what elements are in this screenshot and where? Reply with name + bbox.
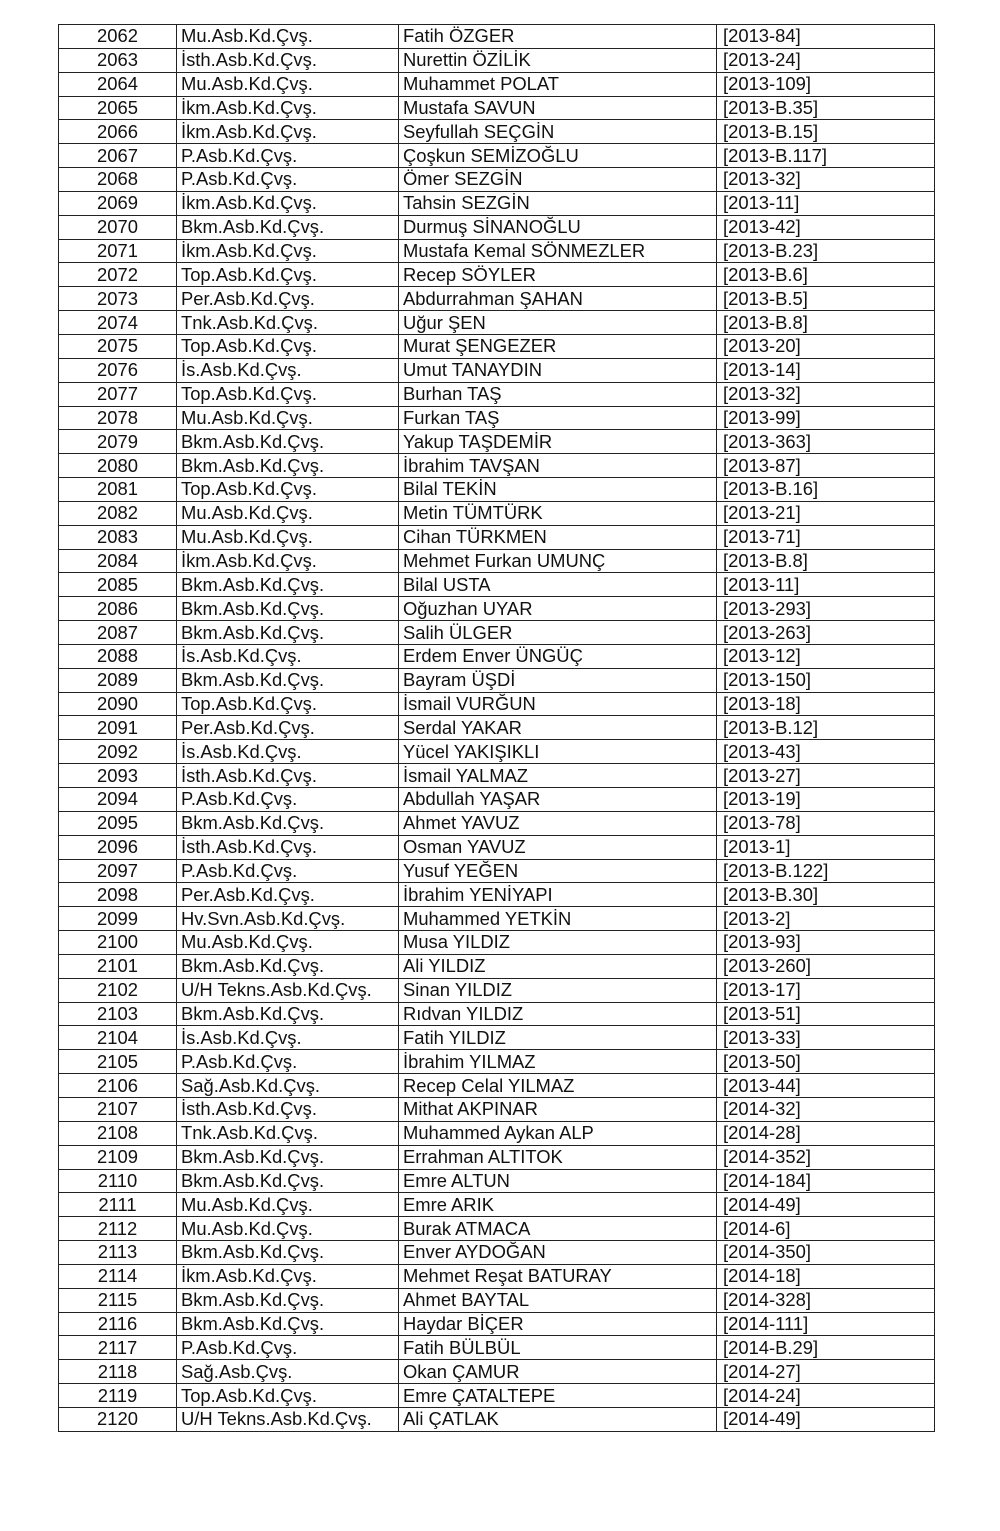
rank-cell: İkm.Asb.Kd.Çvş. xyxy=(177,96,399,120)
full-name-cell: Salih ÜLGER xyxy=(399,621,717,645)
reference-code-cell: [2013-20] xyxy=(717,334,935,358)
reference-code-cell: [2014-111] xyxy=(717,1312,935,1336)
reference-code-cell: [2013-11] xyxy=(717,191,935,215)
table-row xyxy=(59,621,935,645)
row-number-cell: 2077 xyxy=(59,382,177,406)
row-number-cell: 2067 xyxy=(59,144,177,168)
rank-cell: Top.Asb.Kd.Çvş. xyxy=(177,1384,399,1408)
full-name-cell: Erdem Enver ÜNGÜÇ xyxy=(399,644,717,668)
row-number-cell: 2095 xyxy=(59,811,177,835)
rank-cell: Tnk.Asb.Kd.Çvş. xyxy=(177,311,399,335)
table-row xyxy=(59,835,935,859)
row-number-cell: 2109 xyxy=(59,1145,177,1169)
table-row xyxy=(59,525,935,549)
full-name-cell: Fatih ÖZGER xyxy=(399,25,717,49)
full-name-cell: Bilal TEKİN xyxy=(399,478,717,502)
table-row xyxy=(59,406,935,430)
rank-cell: Per.Asb.Kd.Çvş. xyxy=(177,883,399,907)
reference-code-cell: [2013-B.23] xyxy=(717,239,935,263)
row-number-cell: 2101 xyxy=(59,954,177,978)
table-row xyxy=(59,978,935,1002)
full-name-cell: Ömer SEZGİN xyxy=(399,168,717,192)
table-row xyxy=(59,549,935,573)
row-number-cell: 2108 xyxy=(59,1121,177,1145)
table-row xyxy=(59,239,935,263)
row-number-cell: 2064 xyxy=(59,72,177,96)
reference-code-cell: [2013-99] xyxy=(717,406,935,430)
row-number-cell: 2091 xyxy=(59,716,177,740)
table-row xyxy=(59,144,935,168)
full-name-cell: Recep SÖYLER xyxy=(399,263,717,287)
full-name-cell: Abdullah YAŞAR xyxy=(399,788,717,812)
rank-cell: İs.Asb.Kd.Çvş. xyxy=(177,644,399,668)
rank-cell: Bkm.Asb.Kd.Çvş. xyxy=(177,1145,399,1169)
row-number-cell: 2087 xyxy=(59,621,177,645)
table-row xyxy=(59,25,935,49)
full-name-cell: Uğur ŞEN xyxy=(399,311,717,335)
full-name-cell: Yücel YAKIŞIKLI xyxy=(399,740,717,764)
reference-code-cell: [2013-B.8] xyxy=(717,549,935,573)
table-row xyxy=(59,120,935,144)
full-name-cell: Emre ÇATALTEPE xyxy=(399,1384,717,1408)
rank-cell: Per.Asb.Kd.Çvş. xyxy=(177,287,399,311)
row-number-cell: 2062 xyxy=(59,25,177,49)
full-name-cell: Osman YAVUZ xyxy=(399,835,717,859)
full-name-cell: İsmail YALMAZ xyxy=(399,764,717,788)
rank-cell: İkm.Asb.Kd.Çvş. xyxy=(177,239,399,263)
table-row xyxy=(59,1193,935,1217)
table-row xyxy=(59,931,935,955)
reference-code-cell: [2013-1] xyxy=(717,835,935,859)
reference-code-cell: [2013-21] xyxy=(717,501,935,525)
reference-code-cell: [2014-184] xyxy=(717,1169,935,1193)
row-number-cell: 2080 xyxy=(59,454,177,478)
full-name-cell: Musa YILDIZ xyxy=(399,931,717,955)
table-row xyxy=(59,287,935,311)
reference-code-cell: [2013-43] xyxy=(717,740,935,764)
full-name-cell: Errahman ALTITOK xyxy=(399,1145,717,1169)
row-number-cell: 2076 xyxy=(59,358,177,382)
rank-cell: Bkm.Asb.Kd.Çvş. xyxy=(177,668,399,692)
row-number-cell: 2069 xyxy=(59,191,177,215)
row-number-cell: 2066 xyxy=(59,120,177,144)
table-row xyxy=(59,954,935,978)
table-row xyxy=(59,501,935,525)
full-name-cell: Umut TANAYDIN xyxy=(399,358,717,382)
rank-cell: İsth.Asb.Kd.Çvş. xyxy=(177,1097,399,1121)
full-name-cell: Ali ÇATLAK xyxy=(399,1407,717,1431)
reference-code-cell: [2013-27] xyxy=(717,764,935,788)
rank-cell: P.Asb.Kd.Çvş. xyxy=(177,168,399,192)
reference-code-cell: [2013-260] xyxy=(717,954,935,978)
rank-cell: İs.Asb.Kd.Çvş. xyxy=(177,1026,399,1050)
full-name-cell: Tahsin SEZGİN xyxy=(399,191,717,215)
table-row xyxy=(59,883,935,907)
reference-code-cell: [2013-B.117] xyxy=(717,144,935,168)
table-row xyxy=(59,597,935,621)
table-row xyxy=(59,48,935,72)
row-number-cell: 2072 xyxy=(59,263,177,287)
full-name-cell: Cihan TÜRKMEN xyxy=(399,525,717,549)
row-number-cell: 2105 xyxy=(59,1050,177,1074)
personnel-table xyxy=(58,24,935,1432)
rank-cell: Top.Asb.Kd.Çvş. xyxy=(177,692,399,716)
full-name-cell: Murat ŞENGEZER xyxy=(399,334,717,358)
table-row xyxy=(59,668,935,692)
reference-code-cell: [2014-18] xyxy=(717,1264,935,1288)
reference-code-cell: [2013-19] xyxy=(717,788,935,812)
table-row xyxy=(59,788,935,812)
reference-code-cell: [2013-11] xyxy=(717,573,935,597)
rank-cell: Top.Asb.Kd.Çvş. xyxy=(177,478,399,502)
reference-code-cell: [2013-150] xyxy=(717,668,935,692)
row-number-cell: 2096 xyxy=(59,835,177,859)
table-row xyxy=(59,72,935,96)
row-number-cell: 2104 xyxy=(59,1026,177,1050)
full-name-cell: Mustafa SAVUN xyxy=(399,96,717,120)
full-name-cell: Mehmet Furkan UMUNÇ xyxy=(399,549,717,573)
full-name-cell: Mustafa Kemal SÖNMEZLER xyxy=(399,239,717,263)
reference-code-cell: [2013-18] xyxy=(717,692,935,716)
rank-cell: İkm.Asb.Kd.Çvş. xyxy=(177,120,399,144)
reference-code-cell: [2014-49] xyxy=(717,1193,935,1217)
row-number-cell: 2114 xyxy=(59,1264,177,1288)
rank-cell: Sağ.Asb.Kd.Çvş. xyxy=(177,1074,399,1098)
table-row xyxy=(59,1264,935,1288)
row-number-cell: 2116 xyxy=(59,1312,177,1336)
table-row xyxy=(59,1407,935,1431)
rank-cell: Bkm.Asb.Kd.Çvş. xyxy=(177,215,399,239)
rank-cell: Bkm.Asb.Kd.Çvş. xyxy=(177,621,399,645)
row-number-cell: 2070 xyxy=(59,215,177,239)
full-name-cell: Durmuş SİNANOĞLU xyxy=(399,215,717,239)
table-row xyxy=(59,334,935,358)
row-number-cell: 2118 xyxy=(59,1360,177,1384)
reference-code-cell: [2014-24] xyxy=(717,1384,935,1408)
table-row xyxy=(59,215,935,239)
full-name-cell: Seyfullah SEÇGİN xyxy=(399,120,717,144)
table-row xyxy=(59,1097,935,1121)
rank-cell: Per.Asb.Kd.Çvş. xyxy=(177,716,399,740)
row-number-cell: 2092 xyxy=(59,740,177,764)
row-number-cell: 2085 xyxy=(59,573,177,597)
table-row xyxy=(59,1360,935,1384)
table-row xyxy=(59,358,935,382)
reference-code-cell: [2013-263] xyxy=(717,621,935,645)
row-number-cell: 2110 xyxy=(59,1169,177,1193)
table-row xyxy=(59,430,935,454)
reference-code-cell: [2013-33] xyxy=(717,1026,935,1050)
rank-cell: İs.Asb.Kd.Çvş. xyxy=(177,358,399,382)
row-number-cell: 2103 xyxy=(59,1002,177,1026)
reference-code-cell: [2013-93] xyxy=(717,931,935,955)
row-number-cell: 2113 xyxy=(59,1241,177,1265)
row-number-cell: 2111 xyxy=(59,1193,177,1217)
rank-cell: Mu.Asb.Kd.Çvş. xyxy=(177,525,399,549)
rank-cell: Bkm.Asb.Kd.Çvş. xyxy=(177,454,399,478)
row-number-cell: 2083 xyxy=(59,525,177,549)
row-number-cell: 2065 xyxy=(59,96,177,120)
full-name-cell: Çoşkun SEMİZOĞLU xyxy=(399,144,717,168)
reference-code-cell: [2014-352] xyxy=(717,1145,935,1169)
rank-cell: U/H Tekns.Asb.Kd.Çvş. xyxy=(177,1407,399,1431)
reference-code-cell: [2013-109] xyxy=(717,72,935,96)
rank-cell: İs.Asb.Kd.Çvş. xyxy=(177,740,399,764)
rank-cell: U/H Tekns.Asb.Kd.Çvş. xyxy=(177,978,399,1002)
row-number-cell: 2079 xyxy=(59,430,177,454)
reference-code-cell: [2013-B.15] xyxy=(717,120,935,144)
full-name-cell: Ahmet BAYTAL xyxy=(399,1288,717,1312)
rank-cell: Bkm.Asb.Kd.Çvş. xyxy=(177,811,399,835)
rank-cell: Mu.Asb.Kd.Çvş. xyxy=(177,501,399,525)
row-number-cell: 2119 xyxy=(59,1384,177,1408)
table-row xyxy=(59,1050,935,1074)
table-row xyxy=(59,1074,935,1098)
table-row xyxy=(59,1026,935,1050)
rank-cell: İkm.Asb.Kd.Çvş. xyxy=(177,1264,399,1288)
full-name-cell: Enver AYDOĞAN xyxy=(399,1241,717,1265)
full-name-cell: Ali YILDIZ xyxy=(399,954,717,978)
row-number-cell: 2081 xyxy=(59,478,177,502)
reference-code-cell: [2013-14] xyxy=(717,358,935,382)
row-number-cell: 2074 xyxy=(59,311,177,335)
row-number-cell: 2089 xyxy=(59,668,177,692)
full-name-cell: Emre ARIK xyxy=(399,1193,717,1217)
reference-code-cell: [2013-B.12] xyxy=(717,716,935,740)
table-row xyxy=(59,1169,935,1193)
table-row xyxy=(59,644,935,668)
table-row xyxy=(59,1384,935,1408)
row-number-cell: 2063 xyxy=(59,48,177,72)
table-row xyxy=(59,1002,935,1026)
rank-cell: Mu.Asb.Kd.Çvş. xyxy=(177,931,399,955)
reference-code-cell: [2013-B.122] xyxy=(717,859,935,883)
row-number-cell: 2073 xyxy=(59,287,177,311)
reference-code-cell: [2013-32] xyxy=(717,168,935,192)
full-name-cell: Emre ALTUN xyxy=(399,1169,717,1193)
row-number-cell: 2120 xyxy=(59,1407,177,1431)
rank-cell: Bkm.Asb.Kd.Çvş. xyxy=(177,1002,399,1026)
full-name-cell: İbrahim YILMAZ xyxy=(399,1050,717,1074)
row-number-cell: 2082 xyxy=(59,501,177,525)
reference-code-cell: [2014-28] xyxy=(717,1121,935,1145)
full-name-cell: Bayram ÜŞDİ xyxy=(399,668,717,692)
rank-cell: Bkm.Asb.Kd.Çvş. xyxy=(177,1169,399,1193)
reference-code-cell: [2013-71] xyxy=(717,525,935,549)
row-number-cell: 2100 xyxy=(59,931,177,955)
rank-cell: Top.Asb.Kd.Çvş. xyxy=(177,334,399,358)
rank-cell: İsth.Asb.Kd.Çvş. xyxy=(177,48,399,72)
rank-cell: Bkm.Asb.Kd.Çvş. xyxy=(177,1241,399,1265)
table-row xyxy=(59,1121,935,1145)
rank-cell: Top.Asb.Kd.Çvş. xyxy=(177,263,399,287)
row-number-cell: 2102 xyxy=(59,978,177,1002)
reference-code-cell: [2013-B.8] xyxy=(717,311,935,335)
table-row xyxy=(59,168,935,192)
table-row xyxy=(59,1336,935,1360)
rank-cell: İsth.Asb.Kd.Çvş. xyxy=(177,764,399,788)
reference-code-cell: [2013-293] xyxy=(717,597,935,621)
full-name-cell: Mithat AKPINAR xyxy=(399,1097,717,1121)
row-number-cell: 2078 xyxy=(59,406,177,430)
table-row xyxy=(59,692,935,716)
row-number-cell: 2088 xyxy=(59,644,177,668)
rank-cell: Bkm.Asb.Kd.Çvş. xyxy=(177,1288,399,1312)
row-number-cell: 2099 xyxy=(59,907,177,931)
full-name-cell: Muhammed YETKİN xyxy=(399,907,717,931)
full-name-cell: Haydar BİÇER xyxy=(399,1312,717,1336)
full-name-cell: Abdurrahman ŞAHAN xyxy=(399,287,717,311)
row-number-cell: 2090 xyxy=(59,692,177,716)
table-row xyxy=(59,1312,935,1336)
table-row xyxy=(59,573,935,597)
row-number-cell: 2084 xyxy=(59,549,177,573)
rank-cell: Bkm.Asb.Kd.Çvş. xyxy=(177,1312,399,1336)
row-number-cell: 2115 xyxy=(59,1288,177,1312)
table-row xyxy=(59,478,935,502)
row-number-cell: 2075 xyxy=(59,334,177,358)
full-name-cell: Mehmet Reşat BATURAY xyxy=(399,1264,717,1288)
rank-cell: Hv.Svn.Asb.Kd.Çvş. xyxy=(177,907,399,931)
full-name-cell: Oğuzhan UYAR xyxy=(399,597,717,621)
full-name-cell: Burhan TAŞ xyxy=(399,382,717,406)
table-row xyxy=(59,716,935,740)
row-number-cell: 2093 xyxy=(59,764,177,788)
reference-code-cell: [2014-350] xyxy=(717,1241,935,1265)
full-name-cell: İsmail VURĞUN xyxy=(399,692,717,716)
row-number-cell: 2112 xyxy=(59,1217,177,1241)
reference-code-cell: [2013-B.30] xyxy=(717,883,935,907)
rank-cell: Mu.Asb.Kd.Çvş. xyxy=(177,1193,399,1217)
reference-code-cell: [2013-B.16] xyxy=(717,478,935,502)
table-row xyxy=(59,311,935,335)
full-name-cell: İbrahim YENİYAPI xyxy=(399,883,717,907)
full-name-cell: Fatih YILDIZ xyxy=(399,1026,717,1050)
full-name-cell: Muhammet POLAT xyxy=(399,72,717,96)
table-body xyxy=(59,25,935,1432)
reference-code-cell: [2013-50] xyxy=(717,1050,935,1074)
reference-code-cell: [2013-32] xyxy=(717,382,935,406)
table-row xyxy=(59,191,935,215)
full-name-cell: Recep Celal YILMAZ xyxy=(399,1074,717,1098)
table-row xyxy=(59,1288,935,1312)
table-row xyxy=(59,263,935,287)
rank-cell: P.Asb.Kd.Çvş. xyxy=(177,1050,399,1074)
rank-cell: İkm.Asb.Kd.Çvş. xyxy=(177,191,399,215)
row-number-cell: 2071 xyxy=(59,239,177,263)
reference-code-cell: [2013-2] xyxy=(717,907,935,931)
rank-cell: Mu.Asb.Kd.Çvş. xyxy=(177,1217,399,1241)
row-number-cell: 2097 xyxy=(59,859,177,883)
row-number-cell: 2098 xyxy=(59,883,177,907)
reference-code-cell: [2013-51] xyxy=(717,1002,935,1026)
table-row xyxy=(59,1145,935,1169)
full-name-cell: Bilal USTA xyxy=(399,573,717,597)
table-row xyxy=(59,382,935,406)
full-name-cell: Serdal YAKAR xyxy=(399,716,717,740)
full-name-cell: Yakup TAŞDEMİR xyxy=(399,430,717,454)
reference-code-cell: [2014-32] xyxy=(717,1097,935,1121)
table-row xyxy=(59,96,935,120)
rank-cell: Bkm.Asb.Kd.Çvş. xyxy=(177,954,399,978)
reference-code-cell: [2013-B.6] xyxy=(717,263,935,287)
row-number-cell: 2068 xyxy=(59,168,177,192)
full-name-cell: Fatih BÜLBÜL xyxy=(399,1336,717,1360)
row-number-cell: 2086 xyxy=(59,597,177,621)
reference-code-cell: [2013-12] xyxy=(717,644,935,668)
table-row xyxy=(59,454,935,478)
reference-code-cell: [2013-78] xyxy=(717,811,935,835)
full-name-cell: Metin TÜMTÜRK xyxy=(399,501,717,525)
full-name-cell: Ahmet YAVUZ xyxy=(399,811,717,835)
reference-code-cell: [2013-87] xyxy=(717,454,935,478)
full-name-cell: İbrahim TAVŞAN xyxy=(399,454,717,478)
rank-cell: İsth.Asb.Kd.Çvş. xyxy=(177,835,399,859)
rank-cell: P.Asb.Kd.Çvş. xyxy=(177,788,399,812)
row-number-cell: 2117 xyxy=(59,1336,177,1360)
reference-code-cell: [2013-B.35] xyxy=(717,96,935,120)
rank-cell: Mu.Asb.Kd.Çvş. xyxy=(177,406,399,430)
table-row xyxy=(59,1241,935,1265)
reference-code-cell: [2014-B.29] xyxy=(717,1336,935,1360)
reference-code-cell: [2013-42] xyxy=(717,215,935,239)
reference-code-cell: [2013-17] xyxy=(717,978,935,1002)
reference-code-cell: [2013-44] xyxy=(717,1074,935,1098)
full-name-cell: Sinan YILDIZ xyxy=(399,978,717,1002)
rank-cell: Sağ.Asb.Çvş. xyxy=(177,1360,399,1384)
rank-cell: Mu.Asb.Kd.Çvş. xyxy=(177,25,399,49)
table-row xyxy=(59,1217,935,1241)
table-row xyxy=(59,859,935,883)
row-number-cell: 2106 xyxy=(59,1074,177,1098)
table-row xyxy=(59,811,935,835)
row-number-cell: 2107 xyxy=(59,1097,177,1121)
rank-cell: Bkm.Asb.Kd.Çvş. xyxy=(177,573,399,597)
full-name-cell: Burak ATMACA xyxy=(399,1217,717,1241)
rank-cell: P.Asb.Kd.Çvş. xyxy=(177,144,399,168)
full-name-cell: Furkan TAŞ xyxy=(399,406,717,430)
rank-cell: Top.Asb.Kd.Çvş. xyxy=(177,382,399,406)
reference-code-cell: [2013-B.5] xyxy=(717,287,935,311)
full-name-cell: Muhammed Aykan ALP xyxy=(399,1121,717,1145)
full-name-cell: Nurettin ÖZİLİK xyxy=(399,48,717,72)
row-number-cell: 2094 xyxy=(59,788,177,812)
reference-code-cell: [2014-27] xyxy=(717,1360,935,1384)
rank-cell: Bkm.Asb.Kd.Çvş. xyxy=(177,597,399,621)
rank-cell: P.Asb.Kd.Çvş. xyxy=(177,1336,399,1360)
reference-code-cell: [2014-6] xyxy=(717,1217,935,1241)
reference-code-cell: [2014-328] xyxy=(717,1288,935,1312)
rank-cell: İkm.Asb.Kd.Çvş. xyxy=(177,549,399,573)
rank-cell: Bkm.Asb.Kd.Çvş. xyxy=(177,430,399,454)
rank-cell: Mu.Asb.Kd.Çvş. xyxy=(177,72,399,96)
reference-code-cell: [2013-24] xyxy=(717,48,935,72)
table-row xyxy=(59,740,935,764)
full-name-cell: Okan ÇAMUR xyxy=(399,1360,717,1384)
reference-code-cell: [2014-49] xyxy=(717,1407,935,1431)
full-name-cell: Yusuf YEĞEN xyxy=(399,859,717,883)
full-name-cell: Rıdvan YILDIZ xyxy=(399,1002,717,1026)
reference-code-cell: [2013-84] xyxy=(717,25,935,49)
rank-cell: Tnk.Asb.Kd.Çvş. xyxy=(177,1121,399,1145)
table-row xyxy=(59,907,935,931)
rank-cell: P.Asb.Kd.Çvş. xyxy=(177,859,399,883)
table-row xyxy=(59,764,935,788)
reference-code-cell: [2013-363] xyxy=(717,430,935,454)
